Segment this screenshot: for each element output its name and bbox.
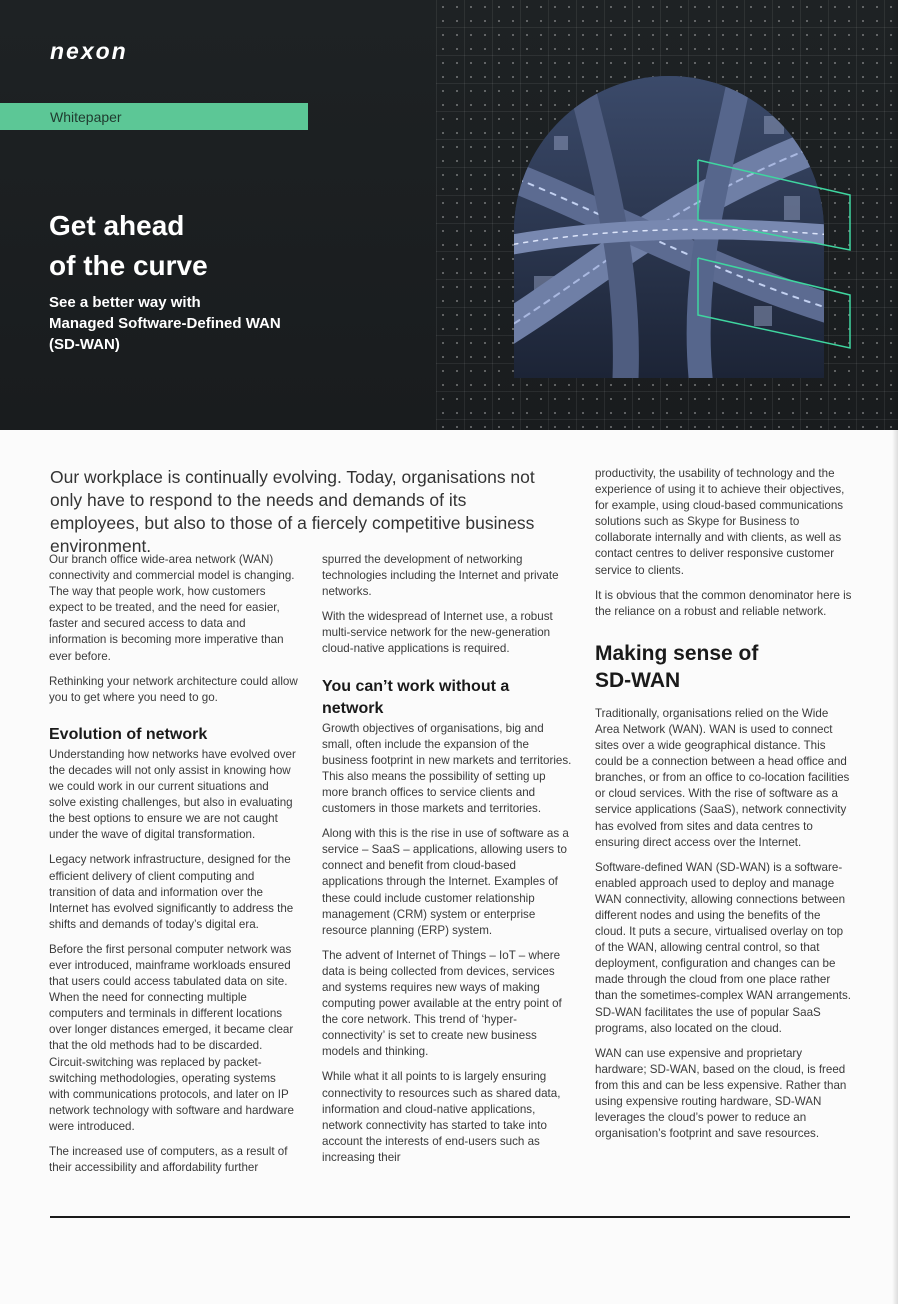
paragraph: Legacy network infrastructure, designed for the efficient delivery of client computing and transition of data and information over the Internet has evolved significantly to address the shifts and demands of today’s digital era.	[49, 853, 294, 931]
paragraph: It is obvious that the common denominator here is the reliance on a robust and reliable network.	[595, 588, 852, 618]
paragraph: Growth objectives of organisations, big and small, often include the expansion of the business footprint in new markets and territories. This also means the possibility of setting up more branch offices to service clients and customers in those markets and territories.	[322, 721, 572, 816]
paragraph: Our branch office wide-area network (WAN) connectivity and commercial model is changing. The way that people work, how customers expect to be treated, and the need for easier, faster and secured access to data and information is becoming more imperative than ever before.	[49, 553, 295, 663]
section-heading-network: You can’t work without a network	[322, 677, 510, 717]
column-3	[595, 466, 853, 1151]
subtitle-line-2: Managed Software-Defined WAN	[49, 315, 281, 332]
page-edge-shadow	[892, 0, 898, 1304]
section-heading-sdwan	[595, 640, 853, 694]
paragraph: Rethinking your network architecture could allow you to get where you need to go.	[49, 674, 298, 704]
paragraph: WAN can use expensive and proprietary hardware; SD-WAN, based on the cloud, is freed from this and can be less expensive. Rather than using expensive routing hardware, SD-WAN leverages the cloud’s power to reduce an organisation’s footprint and save resources.	[595, 1046, 847, 1141]
heading-line-2: SD-WAN	[595, 668, 681, 692]
section-heading-evolution: Evolution of network	[49, 725, 208, 743]
nexon-logo: nexon	[50, 38, 128, 64]
paragraph: Before the first personal computer network was ever introduced, mainframe workloads ensured that users could access tabulated data on site. When the need for connecting multiple computers and terminals in different locations over longer distances emerged, it became clear that the old methods had to be discarded. Circuit-switching was replaced by packet-switching methodologies, operating systems with communications protocols, and later on IP network technology with software and hardware were introduced.	[49, 942, 294, 1133]
column-1	[49, 552, 299, 1185]
paragraph: Understanding how networks have evolved over the decades will not only assist in knowing how we could work in our current situations and solve existing challenges, but also in evaluating the best options to ensure we are not caught under the wave of digital transformation.	[49, 747, 296, 842]
paragraph: Traditionally, organisations relied on the Wide Area Network (WAN). WAN is used to connect sites over a wide geographical distance. This could be a connection between a head office and branches, or from an office to co-location facilities or cloud services. With the rise of software as a service applications (SaaS), network connectivity has evolved from sites and data centres to ensuring direct access over the Internet.	[595, 706, 850, 849]
heading-line-1: Making sense of	[595, 641, 759, 665]
page-subtitle	[49, 292, 429, 355]
paragraph: spurred the development of networking technologies including the Internet and private networks.	[322, 553, 559, 599]
paragraph: Software-defined WAN (SD-WAN) is a software-enabled approach used to deploy and manage WAN connectivity, allowing connections between different nodes and using the benefits of the cloud. It puts a secure, virtualised overlay on top of the WAN, allowing central control, so that deployment, configuration and changes can be made through the cloud from one place rather than the sometimes-complex WAN arrangements. SD-WAN facilitates the use of popular SaaS programs, also located on the cloud.	[595, 860, 852, 1035]
paragraph: The advent of Internet of Things – IoT – where data is being collected from devices, services and systems requires new ways of making computing power available at the entry point of the core network. This trend of ‘hyper-connectivity’ is set to create new business models and thinking.	[322, 948, 562, 1059]
paragraph: While what it all points to is largely ensuring connectivity to resources such as shared data, information and cloud-native applications, network connectivity has started to take into account the interests of end-users such as increasing their	[322, 1070, 561, 1164]
badge-label: Whitepaper	[50, 109, 122, 125]
hero-banner	[0, 0, 898, 430]
footer-divider	[50, 1216, 850, 1218]
intro-paragraph: Our workplace is continually evolving. Today, organisations not only have to respond to the needs and demands of its employees, but also to those of a fiercely competitive business environment.	[50, 467, 535, 556]
title-line-2: of the curve	[49, 250, 208, 281]
title-line-1: Get ahead	[49, 210, 185, 241]
page-title	[49, 206, 429, 286]
paragraph: The increased use of computers, as a result of their accessibility and affordability further	[49, 1145, 288, 1175]
paragraph: With the widespread of Internet use, a robust multi-service network for the new-generation cloud-native applications is required.	[322, 610, 553, 656]
subtitle-line-1: See a better way with	[49, 294, 201, 311]
paragraph: productivity, the usability of technology and the experience of using it to achieve their objectives, for example, using cloud-based communications solutions such as Skype for Business to collaborate internally and with clients, as well as contact centres to deliver responsive customer service to clients.	[595, 467, 845, 577]
paragraph: Along with this is the rise in use of software as a service – SaaS – applications, allowing users to connect and benefit from cloud-based applications through the Internet. Examples of these could include customer relationship management (CRM) system or enterprise resource planning (ERP) system.	[322, 827, 569, 937]
column-2	[322, 552, 574, 1175]
whitepaper-badge	[0, 103, 308, 130]
accent-frame-graphic	[690, 150, 860, 360]
subtitle-line-3: (SD-WAN)	[49, 336, 120, 353]
